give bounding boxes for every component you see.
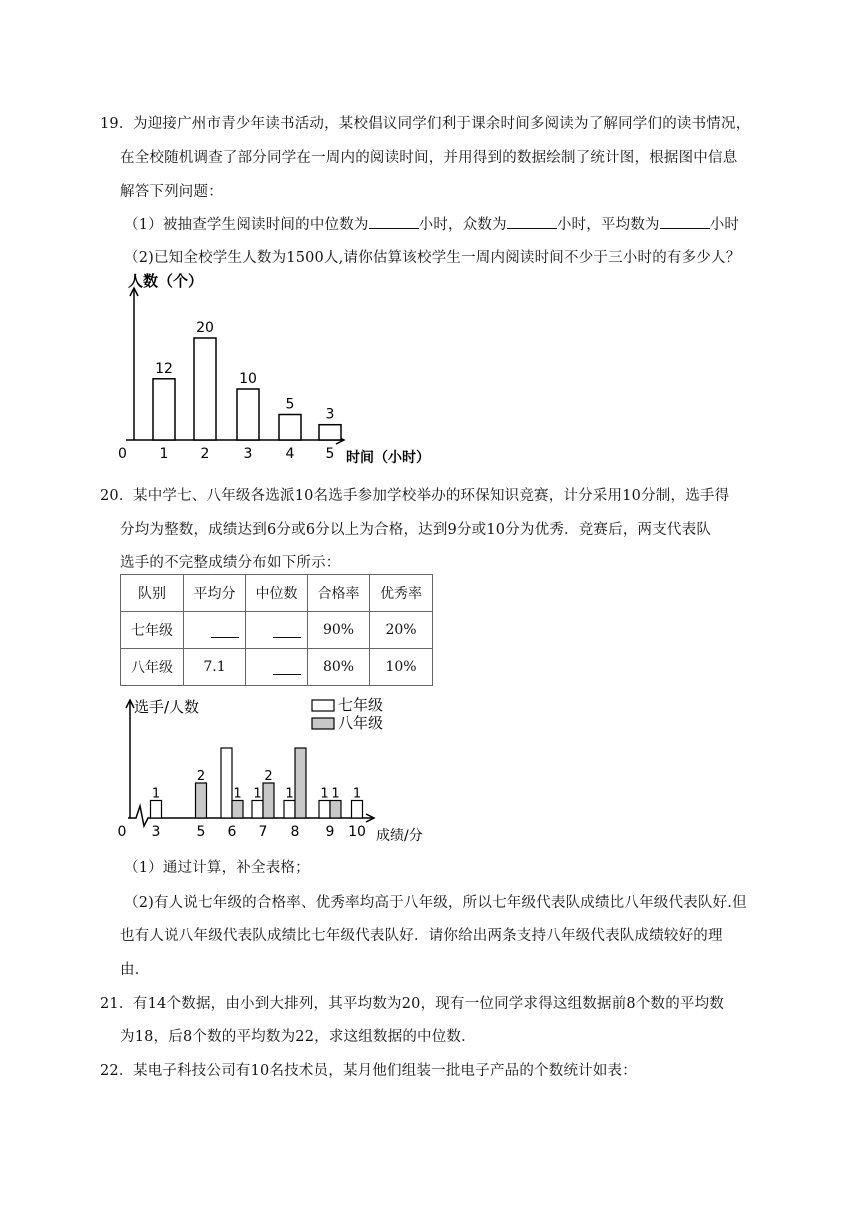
bar-data-label: 20	[196, 320, 214, 336]
bar-data-label: 2	[196, 769, 206, 784]
bar	[232, 801, 243, 819]
table-cell: 80%	[308, 649, 370, 686]
q19-part1-c: 小时，平均数为	[556, 217, 660, 233]
bar	[330, 801, 341, 819]
q19-part1	[124, 213, 739, 234]
bar	[153, 379, 175, 440]
origin-label: 0	[118, 446, 127, 462]
table-cell-blank[interactable]	[184, 612, 246, 649]
q20-part2-line2: 也有人说八年级代表队成绩比七年级代表队好．请你给出两条支持八年级代表队成绩较好的理	[120, 928, 723, 944]
bar	[194, 338, 216, 440]
bar	[263, 783, 274, 818]
bar	[295, 748, 306, 818]
q20-text-line2: 分均为整数，成绩达到6分或6分以上为合格，达到9分或10分为优秀．竞赛后，两支代表队	[120, 522, 712, 538]
answer-blank-mode[interactable]	[507, 216, 557, 229]
table-cell-blank[interactable]	[246, 612, 308, 649]
bar	[319, 425, 341, 440]
table-cell-blank[interactable]	[246, 649, 308, 686]
table-header-cell: 中位数	[246, 575, 308, 612]
answer-blank-mean[interactable]	[660, 216, 710, 229]
q20-part2-line3: 由．	[120, 962, 150, 978]
table-cell: 七年级	[121, 612, 184, 649]
bar-data-label: 2	[264, 769, 273, 784]
q19-part1-b: 小时，众数为	[418, 217, 507, 233]
q21-text-line1: 有14个数据，由小到大排列，其平均数为20，现有一位同学求得这组数据前8个数的平均数	[133, 996, 725, 1012]
x-tick-label: 4	[285, 446, 295, 462]
bar	[151, 801, 162, 819]
q19-part2: （2)已知全校学生人数为1500人,请你估算该校学生一周内阅读时间不少于三小时的有多少人？	[124, 250, 741, 266]
bar-data-label: 10	[239, 371, 257, 387]
table-cell: 7.1	[184, 649, 246, 686]
bar-data-label: 1	[352, 786, 362, 802]
x-tick-label: 6	[227, 824, 237, 840]
legend-label: 八年级	[338, 714, 384, 732]
table-header-row	[121, 575, 433, 612]
table-header-cell: 合格率	[308, 575, 370, 612]
x-tick-label: 9	[325, 824, 335, 840]
q20-text-line3: 选手的不完整成绩分布如下所示：	[120, 555, 341, 571]
table-cell: 90%	[308, 612, 370, 649]
x-tick-label: 3	[243, 446, 253, 462]
x-tick-label: 10	[348, 824, 366, 840]
q20-part2-line1: （2)有人说七年级的合格率、优秀率均高于八年级，所以七年级代表队成绩比八年级代表队好.但	[124, 895, 747, 911]
table-header-cell: 优秀率	[370, 575, 433, 612]
legend-label: 七年级	[338, 696, 384, 714]
bar-data-label: 1	[253, 786, 262, 802]
bar	[352, 801, 363, 819]
bar-data-label: 1	[285, 786, 294, 802]
bar	[237, 389, 259, 440]
q19-text-line2: 在全校随机调查了部分同学在一周内的阅读时间，并用得到的数据绘制了统计图，根据图中信息	[120, 150, 738, 166]
table-cell: 10%	[370, 649, 433, 686]
x-tick-label: 2	[200, 446, 210, 462]
bar-data-label: 5	[285, 396, 295, 413]
q19-number: 19．	[100, 116, 134, 132]
bar-data-label: 1	[331, 786, 340, 802]
q22-number: 22．	[100, 1063, 134, 1079]
bar	[252, 801, 263, 819]
y-axis-label: 选手/人数	[134, 698, 200, 716]
q19-part1-a: （1）被抽查学生阅读时间的中位数为	[124, 217, 369, 233]
legend-swatch	[312, 718, 334, 729]
q21-number: 21．	[100, 996, 134, 1012]
x-tick-label: 7	[258, 824, 268, 840]
q20-text-line1: 某中学七、八年级各选派10名选手参加学校举办的环保知识竞赛，计分采用10分制，选手得	[133, 488, 730, 504]
q19-part1-d: 小时	[709, 217, 740, 233]
table-header-cell: 平均分	[184, 575, 246, 612]
bar-data-label: 12	[155, 360, 173, 377]
table-cell: 八年级	[121, 649, 184, 686]
score-distribution-bar-chart	[112, 694, 432, 846]
q22-text-line1: 某电子科技公司有10名技术员，某月他们组装一批电子产品的个数统计如表：	[133, 1063, 637, 1079]
score-table	[120, 574, 433, 686]
bar	[221, 748, 232, 818]
bar-data-label: 1	[233, 786, 242, 802]
table-row	[121, 649, 433, 686]
bar	[319, 801, 330, 819]
x-tick-label: 1	[159, 446, 169, 462]
x-axis-label: 成绩/分	[376, 828, 423, 844]
table-cell: 20%	[370, 612, 433, 649]
q20-number: 20．	[100, 488, 134, 504]
legend-swatch	[312, 700, 334, 711]
origin-label: 0	[117, 824, 127, 840]
bar-data-label: 3	[325, 406, 335, 423]
reading-time-bar-chart	[112, 270, 442, 470]
q21-text-line2: 为18，后8个数的平均数为22，求这组数据的中位数．	[120, 1029, 476, 1045]
q20-part1: （1）通过计算，补全表格；	[124, 860, 310, 876]
q19-text-line1: 为迎接广州市青少年读书活动，某校倡议同学们利于课余时间多阅读为了解同学们的读书情况，	[133, 116, 751, 132]
bar	[196, 783, 207, 818]
bar	[279, 415, 301, 441]
x-tick-label: 5	[325, 446, 335, 462]
q19-text-line3: 解答下列问题：	[120, 184, 223, 200]
table-header-cell: 队别	[121, 575, 184, 612]
bar-data-label: 1	[151, 786, 161, 802]
x-tick-label: 3	[151, 824, 161, 840]
table-row	[121, 612, 433, 649]
y-axis-label: 人数（个）	[128, 272, 204, 290]
x-tick-label: 8	[290, 824, 300, 840]
bar	[284, 801, 295, 819]
x-tick-label: 5	[196, 824, 206, 840]
bar-data-label: 1	[320, 786, 329, 802]
x-axis-label: 时间（小时）	[346, 450, 430, 466]
answer-blank-median[interactable]	[369, 216, 419, 229]
